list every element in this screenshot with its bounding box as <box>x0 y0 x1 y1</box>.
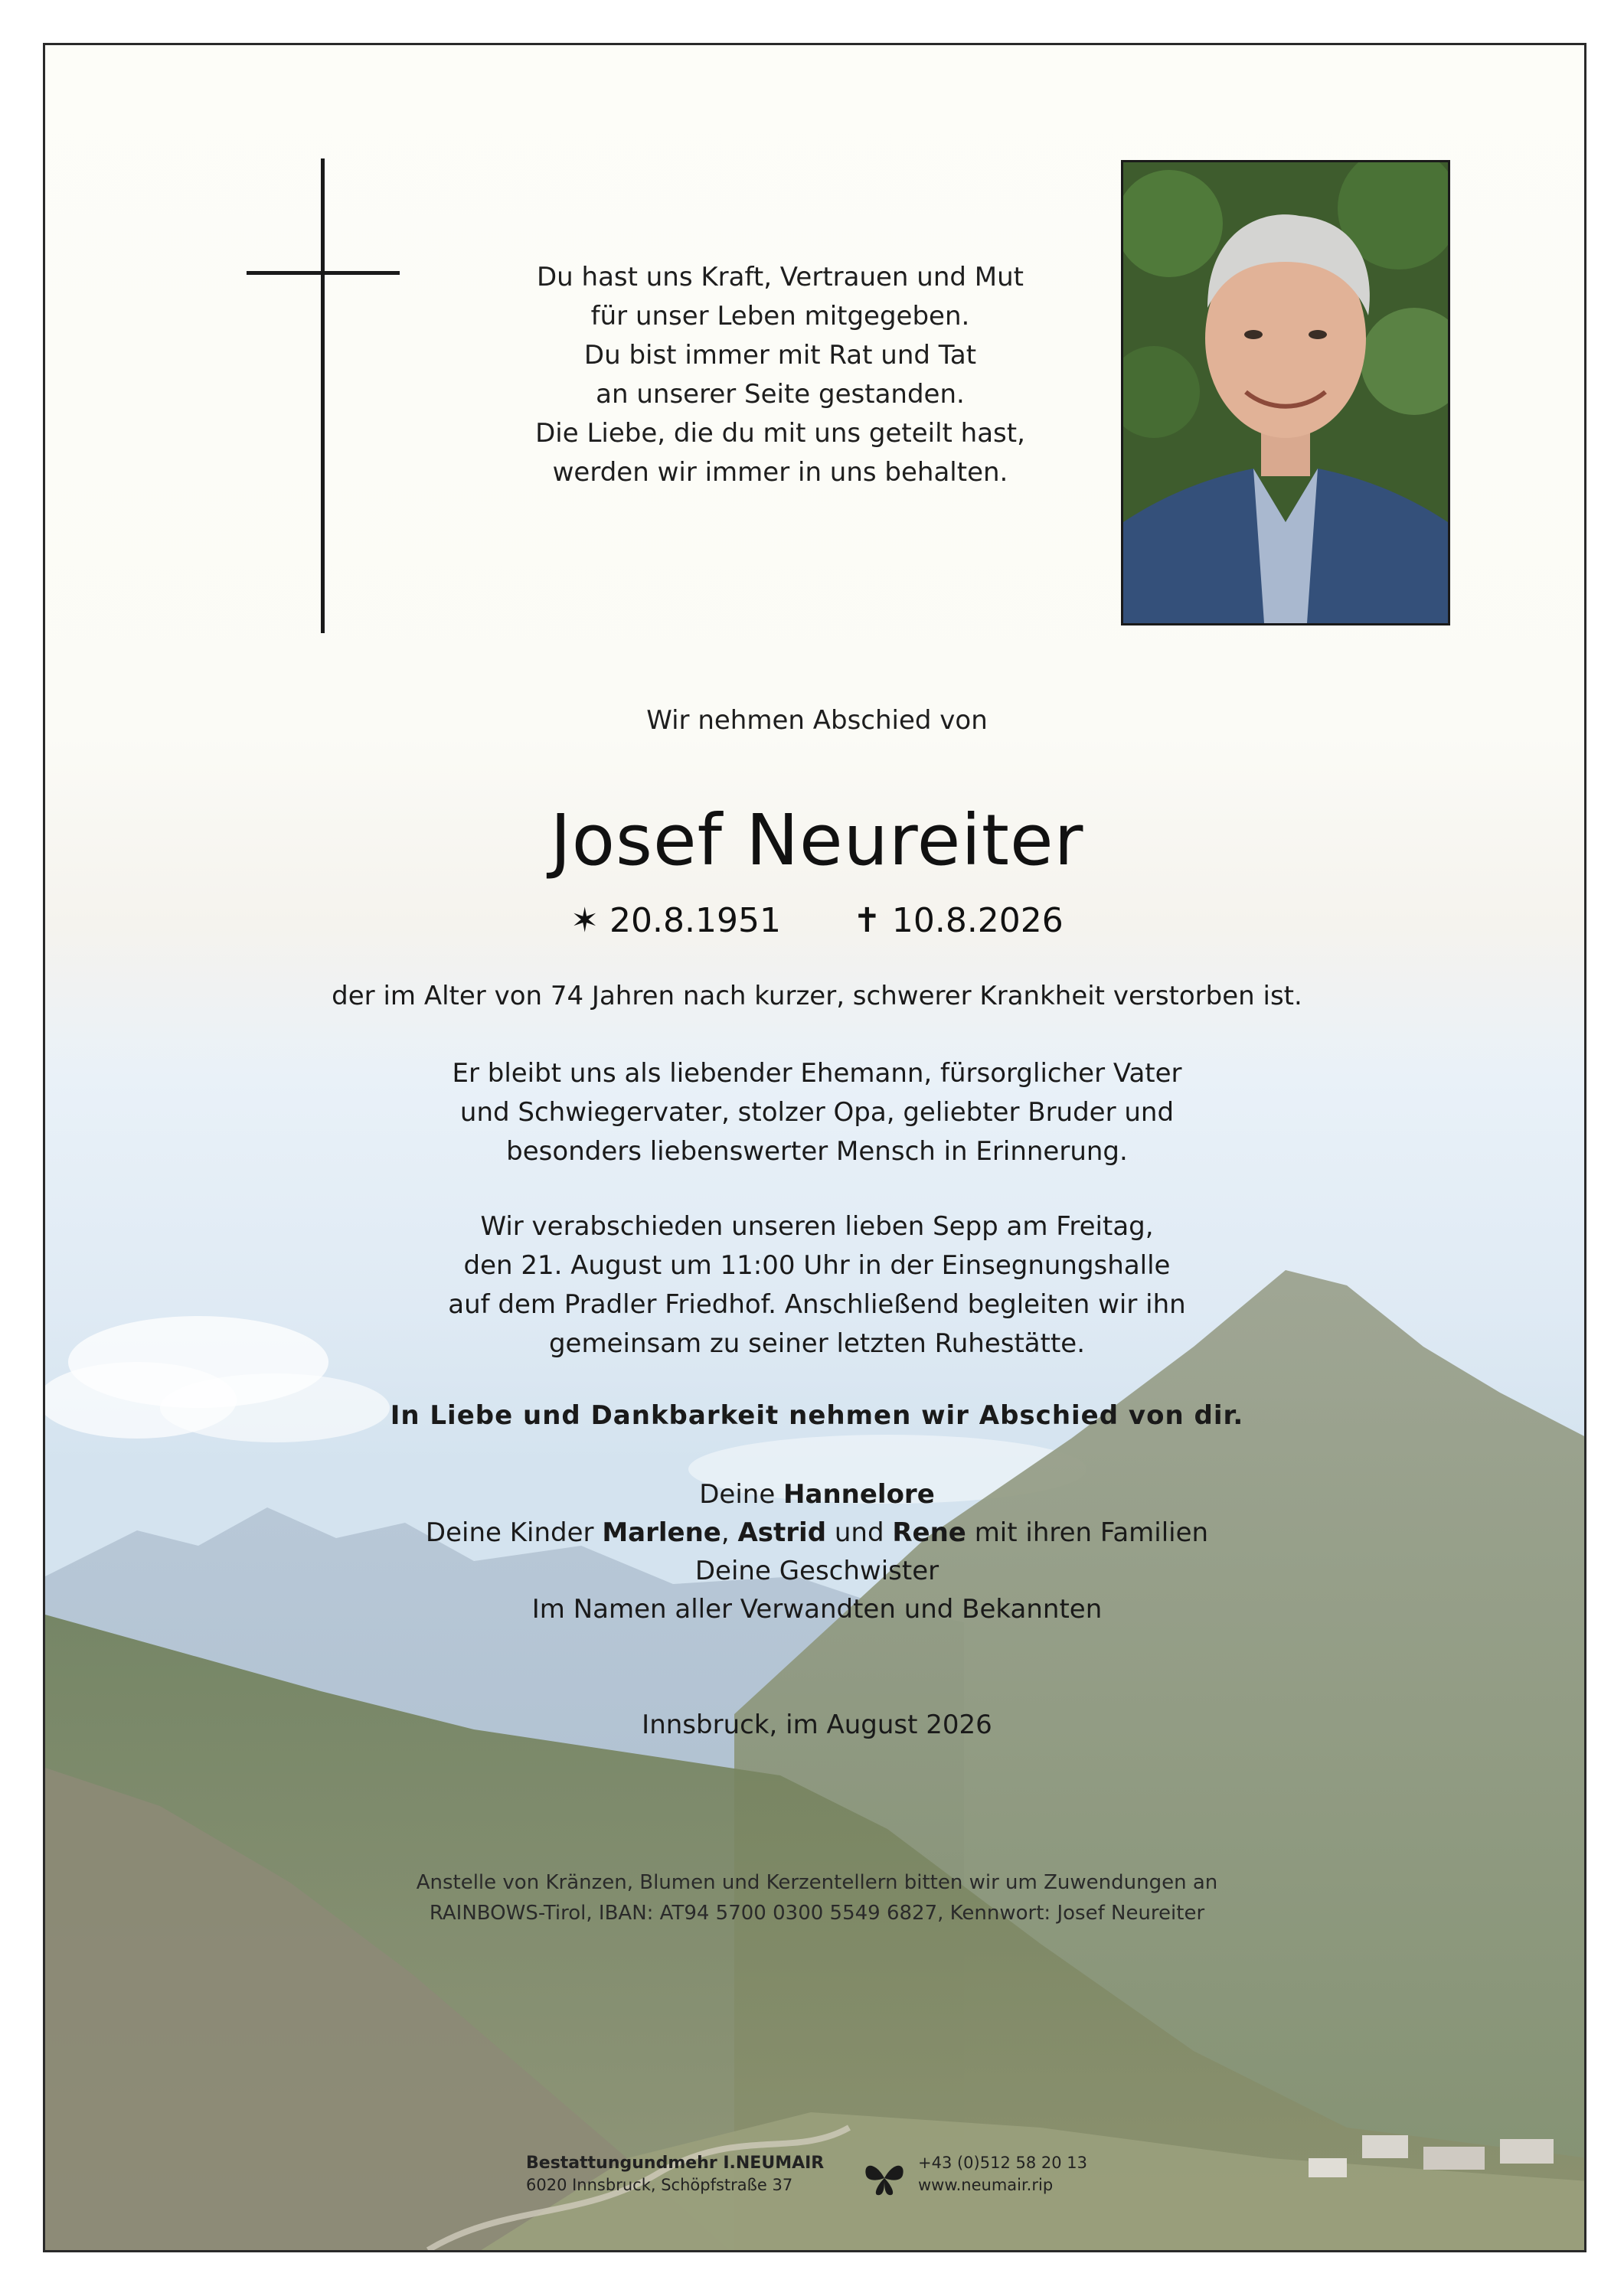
children-suffix: mit ihren Familien <box>974 1517 1209 1548</box>
paragraph-line: Wir verabschieden unseren lieben Sepp am Freitag, <box>480 1211 1154 1242</box>
paragraph-line: gemeinsam zu seiner letzten Ruhestätte. <box>548 1328 1086 1359</box>
wife-name: Hannelore <box>783 1479 935 1510</box>
child-name: Rene <box>892 1517 966 1548</box>
family-line-relatives: Im Namen aller Verwandten und Bekannten <box>531 1594 1103 1625</box>
poem-line: Die Liebe, die du mit uns geteilt hast, <box>535 418 1025 449</box>
undertaker-phone[interactable]: +43 (0)512 58 20 13 <box>918 2154 1088 2172</box>
closing-line: In Liebe und Dankbarkeit nehmen wir Abschied von dir. <box>390 1400 1244 1431</box>
child-name: Astrid <box>737 1517 827 1548</box>
paragraph-line: und Schwiegervater, stolzer Opa, geliebter Bruder und <box>459 1097 1175 1128</box>
donation-note <box>45 1867 1586 1929</box>
family-line-children <box>45 1514 1586 1552</box>
poem-line: Du bist immer mit Rat und Tat <box>583 340 977 371</box>
family-prefix: Deine <box>699 1479 776 1510</box>
family-signature <box>45 1475 1586 1628</box>
memory-paragraph <box>45 1054 1586 1171</box>
paragraph-line: besonders liebenswerter Mensch in Erinnerung. <box>506 1136 1128 1167</box>
poem <box>474 258 1086 492</box>
family-line-wife <box>45 1475 1586 1514</box>
paragraph-line: den 21. August um 11:00 Uhr in der Einsegnungshalle <box>463 1250 1171 1281</box>
child-name: Marlene <box>602 1517 721 1548</box>
intro-text: Wir nehmen Abschied von <box>646 705 988 736</box>
undertaker-brand: Bestattungundmehr I.NEUMAIR <box>526 2154 825 2173</box>
butterfly-icon <box>861 2155 907 2201</box>
undertaker-footer <box>526 2152 1154 2221</box>
poem-line: an unserer Seite gestanden. <box>596 379 965 410</box>
portrait-photo <box>1121 160 1450 625</box>
cross-icon <box>321 158 325 633</box>
paragraph-line: auf dem Pradler Friedhof. Anschließend begleiten wir ihn <box>448 1289 1186 1320</box>
separator: , <box>721 1517 730 1548</box>
children-prefix: Deine Kinder <box>425 1517 594 1548</box>
birth-date: ✶ 20.8.1951 <box>570 901 781 940</box>
conjunction: und <box>834 1517 884 1548</box>
undertaker-address: 6020 Innsbruck, Schöpfstraße 37 <box>526 2176 793 2194</box>
funeral-paragraph <box>45 1207 1586 1364</box>
obituary-card <box>43 43 1586 2252</box>
donation-line: Anstelle von Kränzen, Blumen und Kerzentellern bitten wir um Zuwendungen an <box>416 1871 1218 1894</box>
death-date: ✝ 10.8.2026 <box>853 901 1064 940</box>
poem-line: für unser Leben mitgegeben. <box>590 301 970 331</box>
undertaker-info <box>526 2152 824 2196</box>
place-date: Innsbruck, im August 2026 <box>642 1710 992 1740</box>
undertaker-contact <box>918 2152 1087 2196</box>
family-line-siblings: Deine Geschwister <box>694 1556 939 1586</box>
age-line: der im Alter von 74 Jahren nach kurzer, schwerer Krankheit verstorben ist. <box>332 981 1302 1011</box>
donation-line: RAINBOWS-Tirol, IBAN: AT94 5700 0300 5549 6827, Kennwort: Josef Neureiter <box>429 1902 1205 1925</box>
poem-line: Du hast uns Kraft, Vertrauen und Mut <box>536 262 1024 292</box>
undertaker-website[interactable]: www.neumair.rip <box>918 2176 1054 2194</box>
poem-line: werden wir immer in uns behalten. <box>552 457 1008 488</box>
deceased-name: Josef Neureiter <box>550 799 1084 881</box>
paragraph-line: Er bleibt uns als liebender Ehemann, fürsorglicher Vater <box>452 1058 1182 1089</box>
life-dates <box>45 901 1586 940</box>
cross-icon-bar <box>247 271 400 275</box>
